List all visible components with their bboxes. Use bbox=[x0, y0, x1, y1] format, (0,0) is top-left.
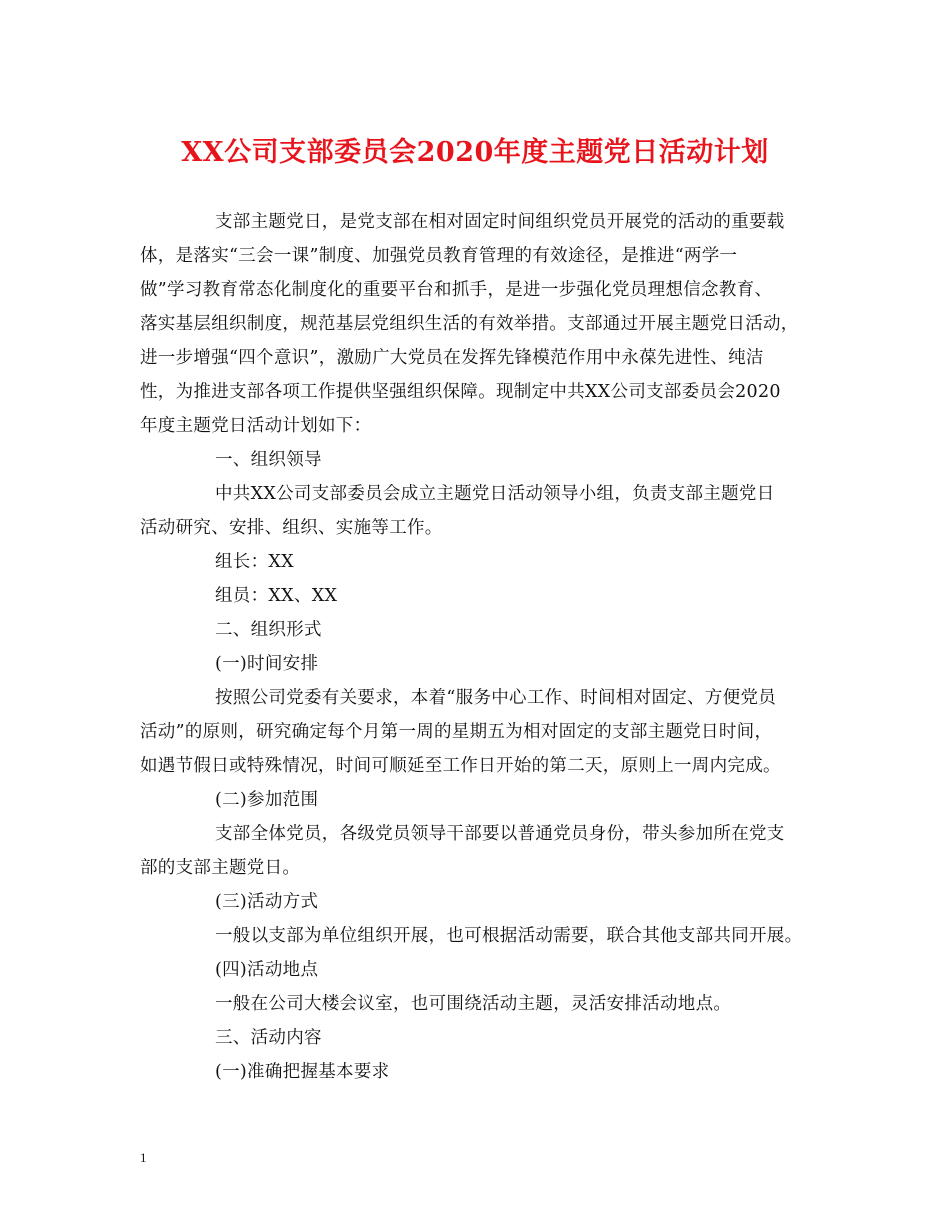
section-heading: 三、活动内容 bbox=[215, 1028, 322, 1048]
subsection-heading: (二)参加范围 bbox=[215, 790, 319, 810]
paragraph-line: 组长：XX bbox=[215, 552, 294, 572]
paragraph-line: 按照公司党委有关要求，本着“服务中心工作、时间相对固定、方便党员 bbox=[215, 688, 777, 708]
paragraph-line: 中共XX公司支部委员会成立主题党日活动领导小组，负责支部主题党日 bbox=[215, 484, 775, 504]
paragraph-line: 支部主题党日，是党支部在相对固定时间组织党员开展党的活动的重要载 bbox=[215, 212, 785, 232]
paragraph-line: 活动”的原则，研究确定每个月第一周的星期五为相对固定的支部主题党日时间， bbox=[140, 722, 773, 742]
paragraph-line: 进一步增强“四个意识”，激励广大党员在发挥先锋模范作用中永葆先进性、纯洁 bbox=[140, 348, 764, 368]
paragraph-line: 性，为推进支部各项工作提供坚强组织保障。现制定中共XX公司支部委员会2020 bbox=[140, 382, 781, 402]
subsection-heading: (一)时间安排 bbox=[215, 654, 319, 674]
paragraph-line: 做”学习教育常态化制度化的重要平台和抓手，是进一步强化党员理想信念教育、 bbox=[140, 280, 773, 300]
paragraph-line: 落实基层组织制度，规范基层党组织生活的有效举措。支部通过开展主题党日活动， bbox=[140, 314, 799, 334]
paragraph-line: 体，是落实“三会一课”制度、加强党员教育管理的有效途径，是推进“两学一 bbox=[140, 246, 738, 266]
paragraph-line: 活动研究、安排、组织、实施等工作。 bbox=[140, 518, 443, 538]
subsection-heading: (四)活动地点 bbox=[215, 960, 319, 980]
paragraph-line: 如遇节假日或特殊情况，时间可顺延至工作日开始的第二天，原则上一周内完成。 bbox=[140, 756, 781, 776]
paragraph-line: 支部全体党员，各级党员领导干部要以普通党员身份，带头参加所在党支 bbox=[215, 824, 785, 844]
paragraph-line: 年度主题党日活动计划如下： bbox=[140, 416, 372, 436]
subsection-heading: (三)活动方式 bbox=[215, 892, 319, 912]
section-heading: 二、组织形式 bbox=[215, 620, 322, 640]
paragraph-line: 一般在公司大楼会议室，也可围绕活动主题，灵活安排活动地点。 bbox=[215, 994, 732, 1014]
paragraph-line: 部的支部主题党日。 bbox=[140, 858, 301, 878]
section-heading: 一、组织领导 bbox=[215, 450, 322, 470]
paragraph-line: 一般以支部为单位组织开展，也可根据活动需要，联合其他支部共同开展。 bbox=[215, 926, 803, 946]
page-number: 1 bbox=[140, 1150, 147, 1165]
subsection-heading: (一)准确把握基本要求 bbox=[215, 1062, 390, 1082]
document-title: XX公司支部委员会2020年度主题党日活动计划 bbox=[181, 137, 769, 168]
paragraph-line: 组员：XX、XX bbox=[215, 586, 338, 606]
